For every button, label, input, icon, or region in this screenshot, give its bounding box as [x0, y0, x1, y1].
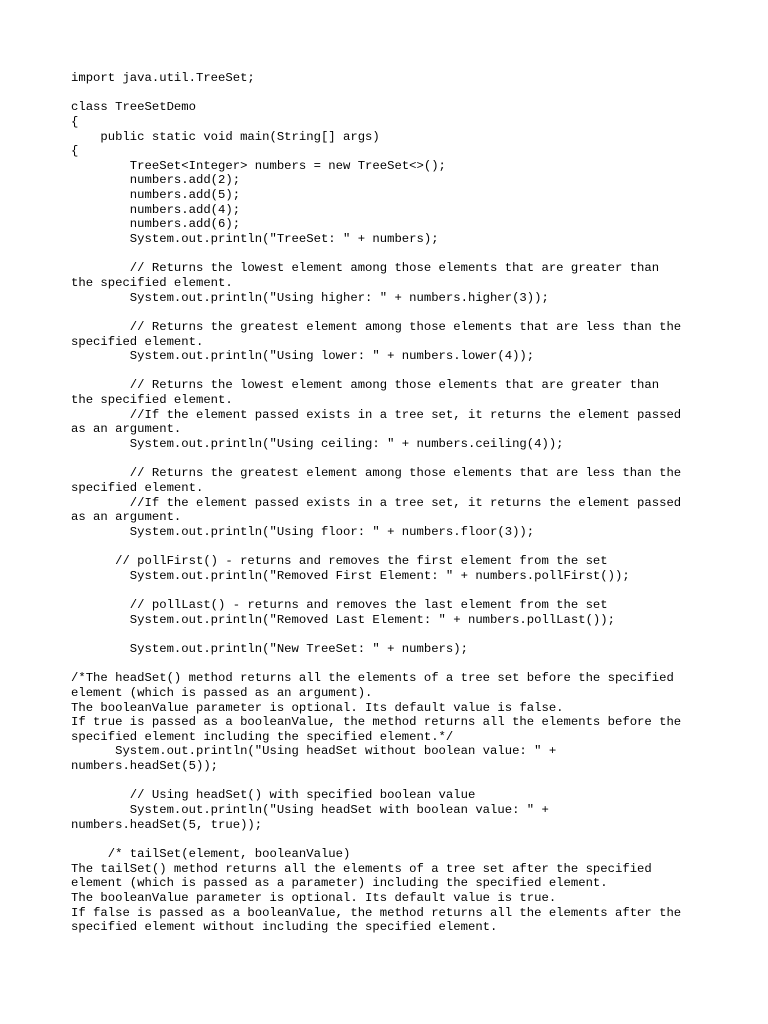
code-line: numbers.add(5);	[71, 188, 241, 203]
code-line: numbers.headSet(5));	[71, 759, 219, 774]
code-line: {	[71, 114, 79, 129]
code-line: System.out.println("Using higher: " + numbers.higher(3));	[71, 290, 549, 305]
code-line: /*The headSet() method returns all the elements of a tree set before the specified	[71, 671, 674, 686]
code-line	[71, 364, 731, 379]
code-line: numbers.add(2);	[71, 173, 241, 188]
code-line: element (which is passed as a parameter) including the specified element.	[71, 876, 608, 891]
code-line: specified element.	[71, 480, 204, 495]
code-line: /* tailSet(element, booleanValue)	[71, 846, 351, 861]
code-line	[71, 247, 731, 262]
code-line: The tailSet() method returns all the elements of a tree set after the specified	[71, 861, 652, 876]
code-line	[71, 452, 731, 467]
code-line: numbers.add(4);	[71, 202, 241, 217]
code-line: // Returns the lowest element among those elements that are greater than	[71, 378, 660, 393]
code-line: the specified element.	[71, 275, 233, 290]
code-line: // Returns the greatest element among those elements that are less than the	[71, 319, 682, 334]
code-line: specified element.	[71, 334, 204, 349]
code-line: System.out.println("Removed First Element: " + numbers.pollFirst());	[71, 568, 630, 583]
code-line: class TreeSetDemo	[71, 100, 196, 115]
code-line	[71, 86, 731, 101]
code-line	[71, 627, 731, 642]
code-line: If true is passed as a booleanValue, the method returns all the elements before the	[71, 715, 682, 730]
code-line: // Using headSet() with specified boolean value	[71, 788, 476, 803]
code-line: as an argument.	[71, 510, 182, 525]
code-listing	[71, 71, 731, 935]
code-line: element (which is passed as an argument).	[71, 685, 373, 700]
code-line: //If the element passed exists in a tree set, it returns the element passed	[71, 407, 682, 422]
code-line: System.out.println("Using headSet without boolean value: " +	[71, 744, 557, 759]
code-line	[71, 540, 731, 555]
code-line: // pollFirst() - returns and removes the first element from the set	[71, 554, 608, 569]
code-line: // pollLast() - returns and removes the last element from the set	[71, 598, 608, 613]
code-line: System.out.println("Using floor: " + numbers.floor(3));	[71, 524, 535, 539]
code-line: The booleanValue parameter is optional. Its default value is false.	[71, 700, 564, 715]
code-line: specified element without including the specified element.	[71, 920, 498, 935]
code-line: System.out.println("Removed Last Element: " + numbers.pollLast());	[71, 612, 615, 627]
code-line: TreeSet<Integer> numbers = new TreeSet<>();	[71, 158, 446, 173]
code-line: //If the element passed exists in a tree set, it returns the element passed	[71, 495, 682, 510]
code-line: System.out.println("TreeSet: " + numbers);	[71, 232, 439, 247]
code-line: numbers.add(6);	[71, 217, 241, 232]
code-line	[71, 832, 731, 847]
code-line: System.out.println("Using headSet with boolean value: " +	[71, 803, 549, 818]
code-line: The booleanValue parameter is optional. Its default value is true.	[71, 890, 557, 905]
code-line	[71, 583, 731, 598]
code-line: the specified element.	[71, 393, 233, 408]
code-line: System.out.println("Using ceiling: " + numbers.ceiling(4));	[71, 437, 564, 452]
code-line: numbers.headSet(5, true));	[71, 817, 263, 832]
code-line: System.out.println("Using lower: " + numbers.lower(4));	[71, 349, 535, 364]
code-line: // Returns the greatest element among those elements that are less than the	[71, 466, 682, 481]
code-line: {	[71, 144, 79, 159]
code-line: import java.util.TreeSet;	[71, 71, 255, 85]
code-line	[71, 305, 731, 320]
code-line	[71, 774, 731, 789]
code-line	[71, 657, 731, 672]
code-line: as an argument.	[71, 422, 182, 437]
code-line: specified element including the specified element.*/	[71, 729, 454, 744]
code-line: // Returns the lowest element among those elements that are greater than	[71, 261, 660, 276]
code-line: public static void main(String[] args)	[71, 129, 380, 144]
code-line: If false is passed as a booleanValue, the method returns all the elements after the	[71, 905, 682, 920]
code-line: System.out.println("New TreeSet: " + numbers);	[71, 641, 468, 656]
